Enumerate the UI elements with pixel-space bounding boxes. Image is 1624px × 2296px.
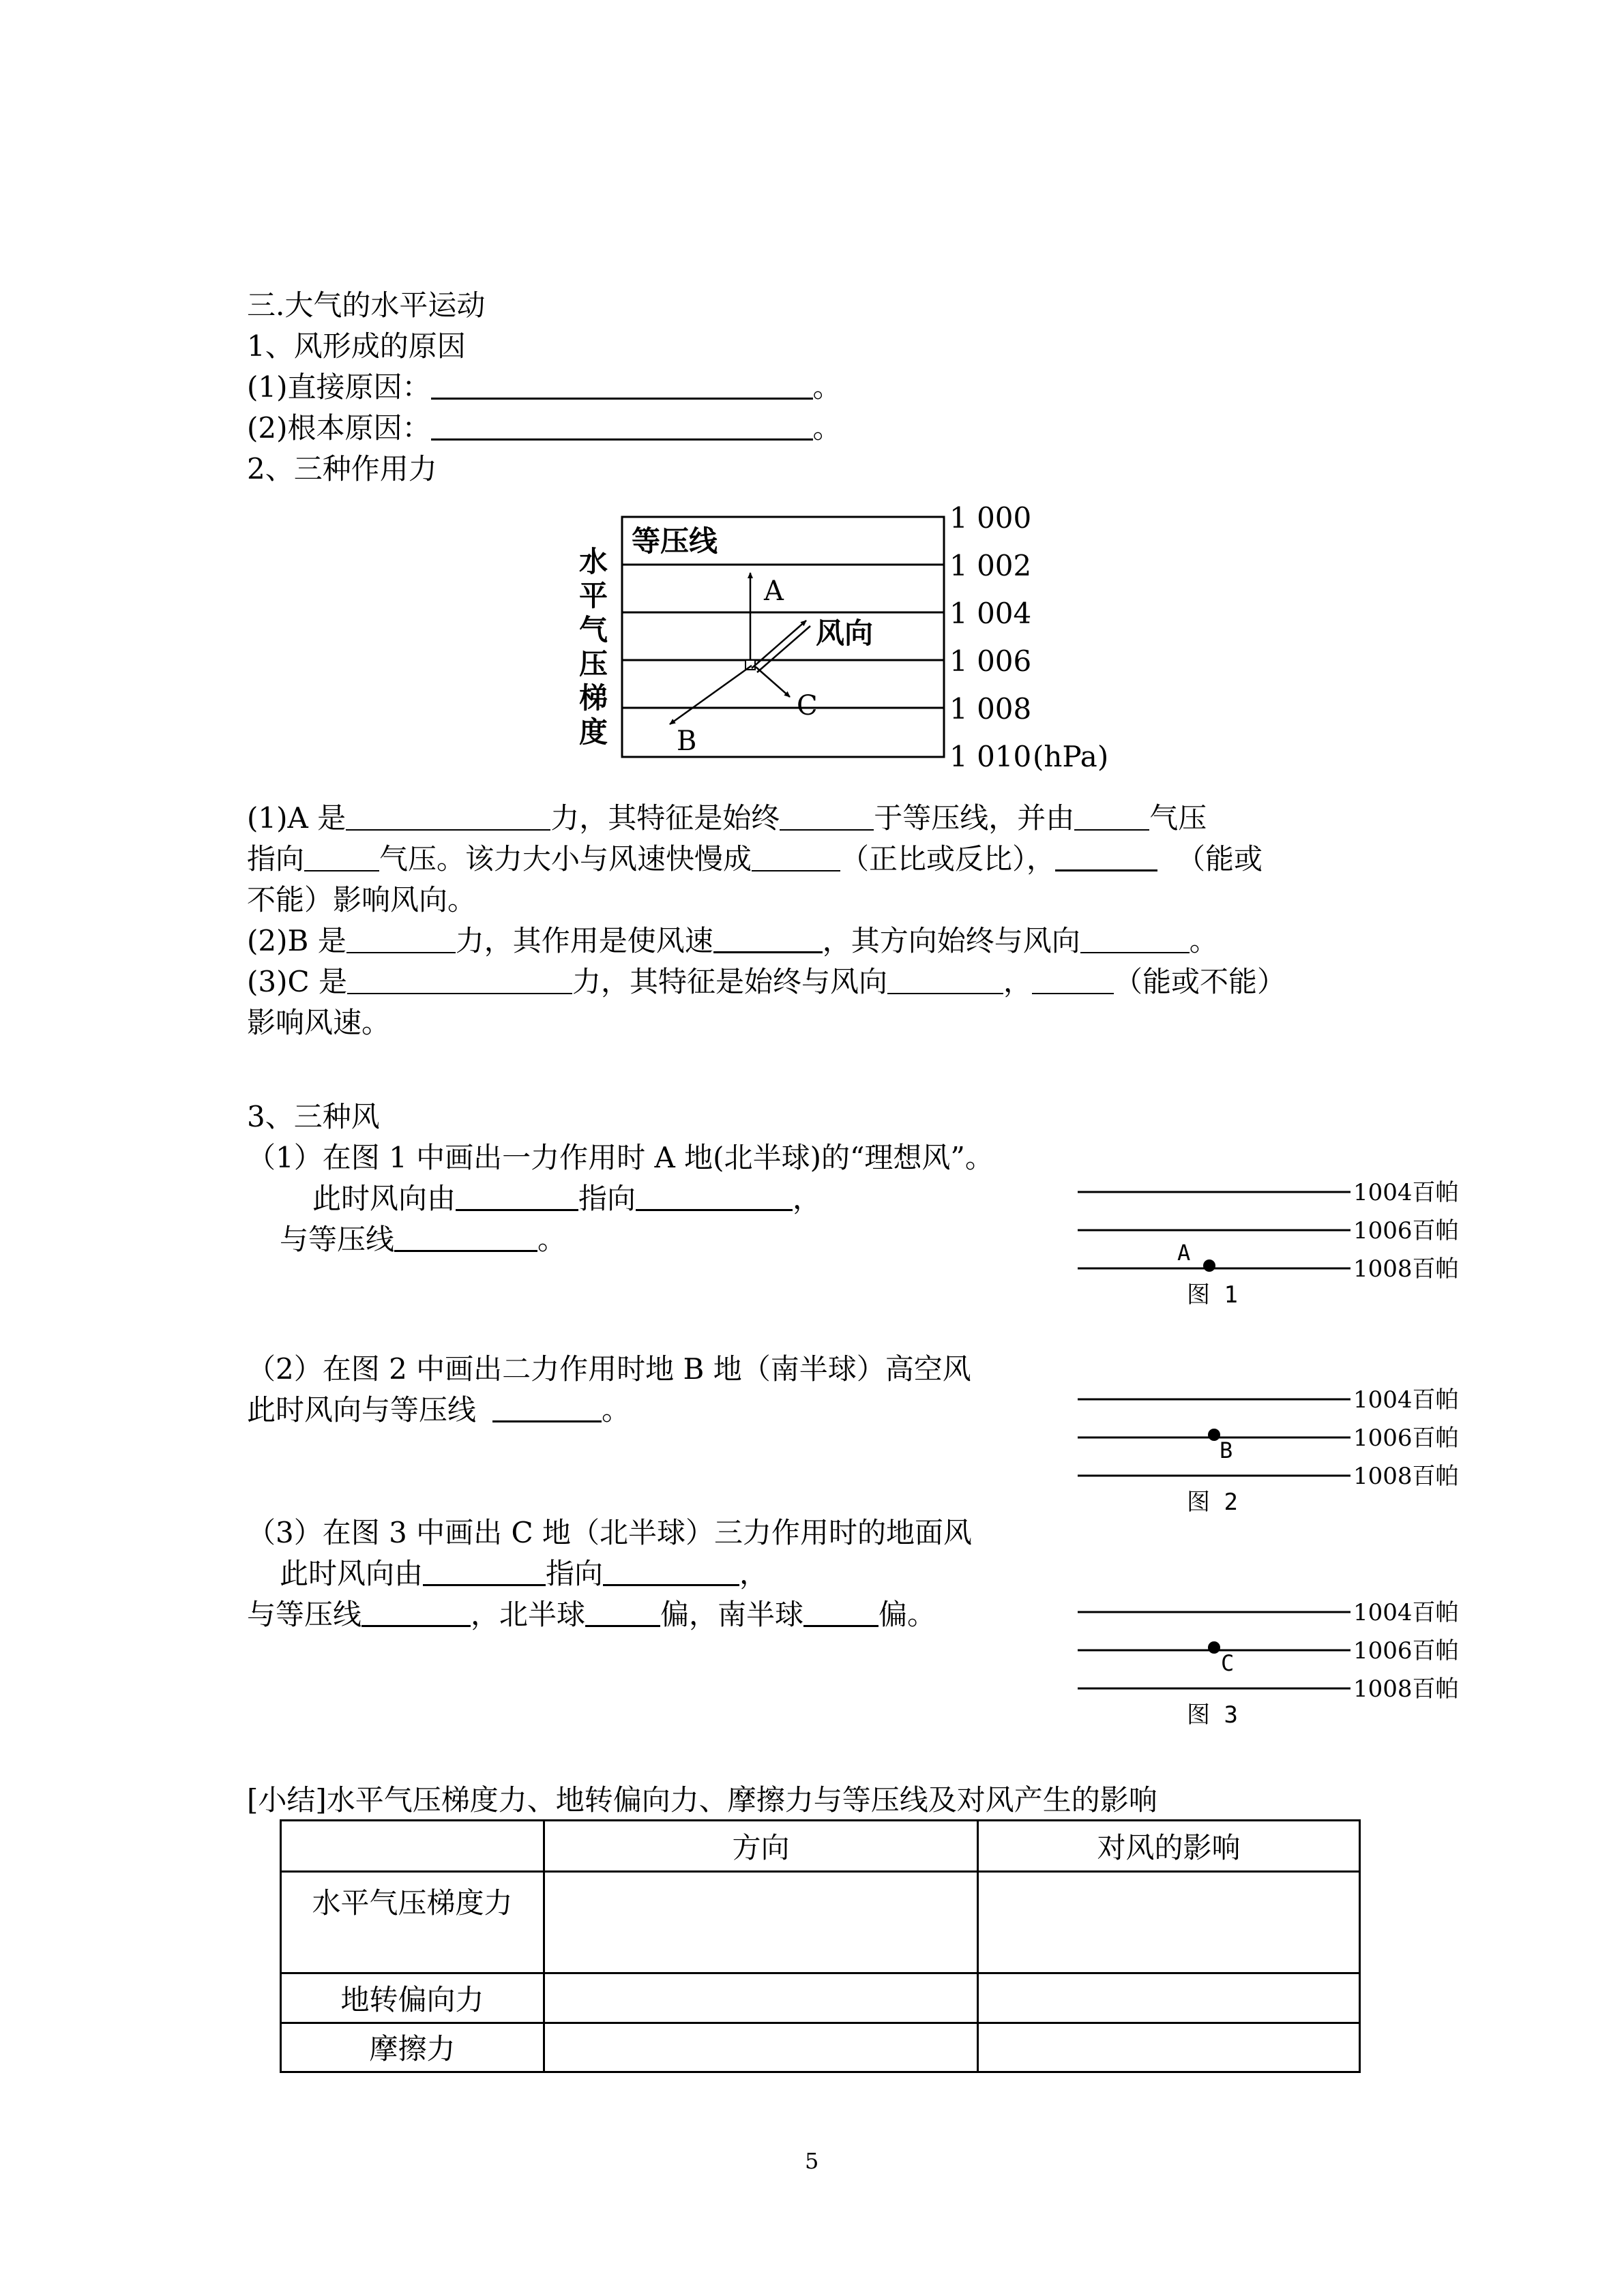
row-label: 地转偏向力 bbox=[281, 1973, 544, 2023]
answer-blank[interactable] bbox=[1074, 802, 1149, 831]
arrow-c bbox=[756, 667, 790, 697]
wind-q1-line1: （1）在图 1 中画出一力作用时 A 地(北半球)的“理想风”。 bbox=[247, 1141, 994, 1174]
pressure-label: 1 006 bbox=[949, 644, 1032, 678]
answer-blank[interactable] bbox=[492, 1393, 602, 1422]
answer-blank[interactable] bbox=[752, 843, 840, 871]
answer-blank[interactable] bbox=[1080, 925, 1190, 953]
question-root-cause: (2)根本原因： 。 bbox=[247, 411, 842, 445]
location-point bbox=[1203, 1259, 1215, 1272]
isobar-label: 1008百帕 bbox=[1353, 1463, 1459, 1490]
label-b: B bbox=[677, 726, 697, 757]
answer-blank[interactable] bbox=[603, 1557, 739, 1586]
question-a-line2: 指向 气压。该力大小与风速快慢成 （正比或反比）， （能或 bbox=[247, 842, 1263, 876]
heading-three-forces: 2、三种作用力 bbox=[247, 452, 437, 486]
figure-caption: 图 1 bbox=[1187, 1281, 1238, 1308]
location-point bbox=[1208, 1429, 1220, 1441]
wind-q3-line2: 此时风向由 指向 ， bbox=[280, 1557, 769, 1590]
wind-q3-line1: （3）在图 3 中画出 C 地（北半球）三力作用时的地面风 bbox=[247, 1516, 972, 1549]
summary-table bbox=[280, 1819, 1361, 2073]
figure-caption: 图 3 bbox=[1187, 1701, 1238, 1728]
table-row bbox=[281, 1973, 1360, 2023]
pressure-label: 1 004 bbox=[949, 597, 1032, 630]
isobar-label: 等压线 bbox=[632, 524, 718, 558]
question-b: (2)B 是 力，其作用是使风速 ，其方向始终与风向 。 bbox=[247, 924, 1218, 957]
summary-title: [小结]水平气压梯度力、地转偏向力、摩擦力与等压线及对风产生的影响 bbox=[247, 1783, 1157, 1817]
force-diagram bbox=[566, 498, 1153, 784]
heading-three-winds: 3、三种风 bbox=[247, 1100, 380, 1133]
answer-blank[interactable] bbox=[636, 1182, 793, 1211]
point-label: B bbox=[1220, 1437, 1233, 1463]
answer-blank[interactable] bbox=[361, 1598, 471, 1627]
table-header bbox=[281, 1821, 544, 1872]
question-direct-cause: (1)直接原因： 。 bbox=[247, 370, 842, 404]
answer-blank[interactable] bbox=[431, 411, 813, 441]
answer-blank[interactable] bbox=[456, 1182, 578, 1211]
point-label: C bbox=[1221, 1650, 1235, 1676]
row-label: 摩擦力 bbox=[281, 2023, 544, 2072]
wind-q3-line3: 与等压线 ，北半球 偏，南半球 偏。 bbox=[247, 1598, 936, 1631]
table-header: 方向 bbox=[544, 1821, 978, 1872]
pressure-label: 1 008 bbox=[949, 692, 1032, 726]
answer-blank[interactable] bbox=[431, 370, 813, 400]
side-char: 度 bbox=[578, 715, 608, 749]
pressure-label: 1 002 bbox=[949, 549, 1032, 582]
pressure-unit: (hPa) bbox=[1033, 740, 1109, 773]
isobar-label: 1004百帕 bbox=[1353, 1599, 1459, 1626]
wind-q1-line3: 与等压线 。 bbox=[280, 1223, 567, 1256]
pressure-label: 1 010 bbox=[949, 740, 1032, 773]
table-header-row bbox=[281, 1821, 1360, 1872]
answer-blank[interactable] bbox=[780, 802, 874, 831]
point-label: A bbox=[1177, 1240, 1191, 1266]
answer-blank[interactable] bbox=[585, 1598, 660, 1627]
answer-blank[interactable] bbox=[803, 1598, 879, 1627]
answer-blank[interactable] bbox=[713, 924, 823, 953]
side-char: 压 bbox=[578, 647, 608, 681]
label-a: A bbox=[764, 576, 784, 607]
answer-blank[interactable] bbox=[1032, 966, 1114, 994]
isobar-label: 1004百帕 bbox=[1353, 1179, 1459, 1206]
isobar-label: 1006百帕 bbox=[1353, 1425, 1459, 1452]
isobar-label: 1008百帕 bbox=[1353, 1255, 1459, 1283]
isobar-label: 1006百帕 bbox=[1353, 1217, 1459, 1244]
answer-cell[interactable] bbox=[544, 1872, 978, 1973]
table-row bbox=[281, 2023, 1360, 2072]
heading-wind-causes: 1、风形成的原因 bbox=[247, 329, 466, 363]
arrow-b bbox=[670, 666, 752, 724]
answer-blank[interactable] bbox=[1055, 842, 1157, 871]
answer-blank[interactable] bbox=[347, 966, 572, 994]
answer-blank[interactable] bbox=[304, 843, 379, 871]
question-a-line3: 不能）影响风向。 bbox=[247, 883, 477, 916]
wind-q2-line1: （2）在图 2 中画出二力作用时地 B 地（南半球）高空风 bbox=[247, 1352, 971, 1386]
answer-blank[interactable] bbox=[346, 925, 456, 953]
answer-cell[interactable] bbox=[978, 1872, 1360, 1973]
table-row bbox=[281, 1872, 1360, 1973]
answer-blank[interactable] bbox=[394, 1223, 537, 1252]
table-header: 对风的影响 bbox=[978, 1821, 1360, 1872]
question-a-line1: (1)A 是 力，其特征是始终 于等压线，并由 气压 bbox=[247, 801, 1207, 835]
question-c-line1: (3)C 是 力，其特征是始终与风向 ， （能或不能） bbox=[247, 965, 1286, 998]
answer-cell[interactable] bbox=[544, 1973, 978, 2023]
answer-cell[interactable] bbox=[978, 1973, 1360, 2023]
answer-blank[interactable] bbox=[423, 1557, 546, 1586]
location-point bbox=[1208, 1641, 1220, 1654]
isobar-label: 1008百帕 bbox=[1353, 1675, 1459, 1703]
arrow-wind bbox=[757, 626, 810, 672]
figure-3[interactable] bbox=[1064, 1592, 1487, 1728]
answer-blank[interactable] bbox=[346, 802, 550, 831]
side-char: 平 bbox=[578, 579, 608, 612]
label-wind: 风向 bbox=[816, 616, 874, 650]
side-char: 梯 bbox=[578, 681, 608, 715]
figure-1[interactable] bbox=[1064, 1172, 1487, 1308]
label-c: C bbox=[797, 690, 818, 721]
side-char: 气 bbox=[578, 613, 608, 646]
isobar-label: 1006百帕 bbox=[1353, 1637, 1459, 1665]
row-label: 水平气压梯度力 bbox=[281, 1872, 544, 1973]
answer-cell[interactable] bbox=[544, 2023, 978, 2072]
wind-q2-line2: 此时风向与等压线 。 bbox=[247, 1393, 631, 1427]
section-title: 三.大气的水平运动 bbox=[247, 288, 486, 322]
pressure-label: 1 000 bbox=[949, 501, 1032, 535]
figure-caption: 图 2 bbox=[1187, 1489, 1238, 1515]
side-char: 水 bbox=[578, 545, 608, 578]
wind-q1-line2: 此时风向由 指向 ， bbox=[312, 1182, 822, 1215]
page-number: 5 bbox=[805, 2148, 819, 2174]
isobar-label: 1004百帕 bbox=[1353, 1386, 1459, 1414]
question-c-line2: 影响风速。 bbox=[247, 1006, 391, 1039]
answer-blank[interactable] bbox=[887, 966, 1003, 994]
pressure-gradient-label bbox=[579, 545, 608, 749]
figure-2[interactable] bbox=[1064, 1379, 1487, 1515]
answer-cell[interactable] bbox=[978, 2023, 1360, 2072]
